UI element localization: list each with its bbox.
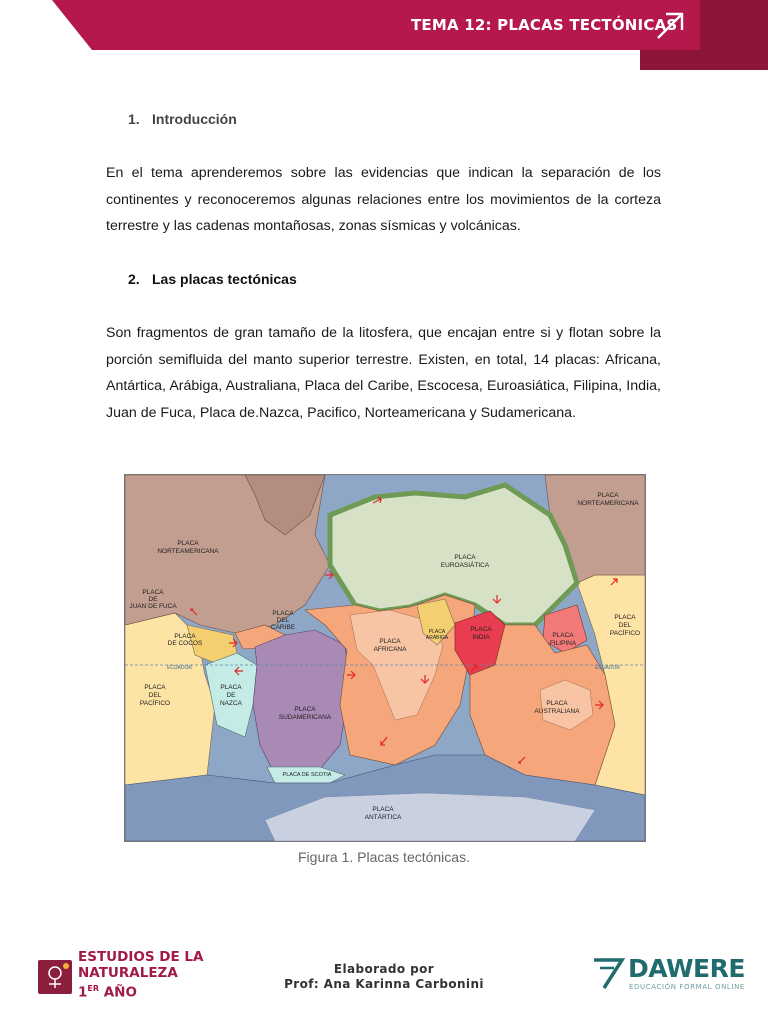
placas-paragraph: Son fragmentos de gran tamaño de la litosfera, que encajan entre si y flotan sobre la porción semifluida del manto superior terrestre. Existen, en total, 14 placas: Africana, Antártica, Arábiga, Australiana, Placa del Caribe, Escocesa, Euroasiática, Filipina, India, Juan de Fuca, Placa de.Nazca, Pacifico, Norteamericana y Sudamericana. <box>106 325 661 421</box>
label-filipina: PLACA FILIPINA <box>549 632 577 647</box>
label-norteamericana-ne: PLACA NORTEAMERICANA <box>577 492 639 507</box>
page-title: TEMA 12: PLACAS TECTÓNICAS <box>411 16 678 34</box>
dawere-tagline: EDUCACIÓN FORMAL ONLINE <box>629 983 745 991</box>
label-africana: PLACA AFRICANA <box>373 638 407 653</box>
label-pacifico-e: PLACA DEL PACÍFICO <box>609 614 641 637</box>
dawere-mark-icon <box>592 956 626 990</box>
label-norteamericana: PLACA NORTEAMERICANA <box>157 540 219 555</box>
section-heading-introduccion <box>128 111 237 127</box>
label-australiana: PLACA AUSTRALIANA <box>534 700 580 715</box>
section-title: Introducción <box>152 111 237 127</box>
label-caribe: PLACA DEL CARIBE <box>270 610 296 631</box>
intro-paragraph: En el tema aprenderemos sobre las evidencias que indican la separación de los continentes y reconoceremos algunas relaciones entre los movimientos de la corteza terrestre y las cadenas montañosas, zonas sísmicas y volcánicas. <box>106 165 661 234</box>
label-sudamericana: PLACA SUDAMERICANA <box>278 706 332 721</box>
figure-caption: Figura 1. Placas tectónicas. <box>298 849 470 865</box>
label-scotia: PLACA DE SCOTIA <box>282 772 332 778</box>
tectonic-plates-map <box>124 474 646 842</box>
label-nazca: PLACA DE NAZCA <box>219 684 243 707</box>
label-euroasiatica: PLACA EUROASIÁTICA <box>440 554 490 569</box>
section-number: 1. <box>128 111 140 127</box>
label-arabiga: PLACA ARÁBIGA <box>425 629 449 641</box>
section-number: 2. <box>128 271 140 287</box>
author-credit: Elaborado por Prof: Ana Karinna Carbonini <box>284 962 484 991</box>
label-pacifico-w: PLACA DEL PACÍFICO <box>139 684 171 707</box>
dawere-logo <box>592 954 745 996</box>
equator-label: ECUADOR <box>167 665 193 671</box>
equator-label-east: ECUADOR <box>595 665 621 671</box>
diagonal-arrow-icon <box>654 10 686 42</box>
section-title: Las placas tectónicas <box>152 271 297 287</box>
section-heading-placas <box>128 271 297 287</box>
label-juan-de-fuca: PLACA DE JUAN DE FUCA <box>129 589 177 610</box>
label-antartica: PLACA ANTÁRTICA <box>364 806 402 821</box>
label-cocos: PLACA DE COCOS <box>167 633 203 647</box>
subject-logo <box>38 960 72 994</box>
subject-name: ESTUDIOS DE LA NATURALEZA 1ER AÑO <box>78 949 204 1001</box>
label-india: PLACA INDIA <box>470 626 492 641</box>
dawere-brand: DAWERE <box>628 954 745 983</box>
